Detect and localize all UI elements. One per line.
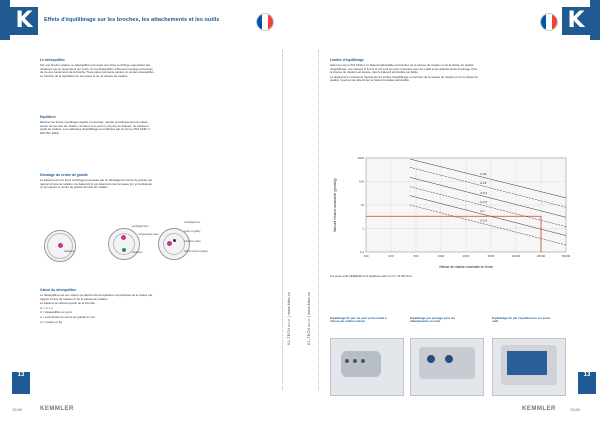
kemmler-logo: K — [10, 7, 38, 35]
section-heading-limites: Limites d'équilibrage — [330, 58, 364, 62]
x-tick-label: 500 — [413, 254, 419, 258]
y-tick-label: 1 — [362, 226, 364, 231]
diagram-label: center of gravity — [184, 231, 201, 233]
x-tick-label: 50000 — [561, 254, 571, 258]
diagram-label: centrifugal force — [132, 226, 149, 228]
column-divider — [282, 50, 283, 390]
side-url: KL-TECH s.r.o. | www.kltec.cz — [286, 291, 291, 345]
balancing-limit-chart — [328, 152, 574, 272]
photo-caption: Equilibrage par perçage pour les attachements en série — [410, 316, 455, 324]
y-axis-label: Balourd résiduel admissible (gmm/kg) — [333, 178, 337, 232]
x-axis-label: Vitesse de rotation maximale en tr/min — [438, 265, 494, 269]
balancing-machine-photo — [492, 338, 566, 396]
column-divider — [318, 50, 319, 390]
x-tick-label: 10000 — [511, 254, 521, 258]
x-tick-label: 100 — [363, 254, 369, 258]
header-strip — [590, 0, 600, 40]
diagram-label: shift of center of gravity — [184, 251, 208, 253]
chapter-number: 13 — [583, 372, 591, 378]
page-number: 13.60 — [570, 407, 581, 412]
brand-footer: KEMMLER — [40, 406, 74, 412]
series-label: G 1 — [480, 209, 485, 214]
series-label: G 6,3 — [480, 190, 488, 195]
section-text-equilibrer: Eliminer les forces centrifuges signifie compenser, répartir symétriquement la masse autour de son axe de rotation, de façon à ce qu'il n'y ait plus de balourd, ou réduire le poids de matière. Les méthodes d'équilibrage sont définies par la norme (ISO 1940-1 / DIN ISO 1940). — [40, 120, 151, 135]
section-text-limites: Selon la norme ISO 1940-1, le balourd admissible est fonction de la vitesse de rotation et de la classe de qualité d'équilibrage. Les classes G 6,3 et G 2,5 sont les plus courantes pour les outils et les attachements d'usinage. Plus la vitesse de rotation est élevée, plus le balourd admissible est faible. Le diagramme ci-dessous représente les limites d'équilibrage en fonction de la vitesse de rotation et de la classe de qualité. Il permet de déterminer le balourd résiduel admissible. — [330, 63, 478, 83]
imbalance-diagram-1 — [44, 230, 76, 262]
photo-caption: Equilibrage fin par vis pour porte-outils à vitesse de rotation élevée — [330, 316, 387, 324]
section-text-calcul: Le déséquilibre est une valeur qui dépend de la répartition asymétrique de la masse par rapport à l'axe de rotation et de la vitesse de rotation. Le balourd se calcule à partir de la formule : U = m × e U = déséquilibre en gmm e = excentricité du centre de gravité en μm m = masse en kg — [40, 293, 153, 324]
chapter-badge — [578, 372, 596, 394]
x-tick-label: 200 — [388, 254, 394, 258]
section-text-disequilibre: Sur une broche rotative, le déséquilibre provoque une force centrifuge engendrant des vibrations qui se répercutent sur l'outil. Un tel déséquilibre influence l'usinage et la durée de vie des roulements de la broche. Toute pièce tournante génère un certain déséquilibre en fonction de la répartition de sa masse et de sa vitesse de rotation. — [40, 63, 155, 78]
page-number: 13.59 — [12, 407, 23, 412]
y-tick-label: 100 — [358, 179, 364, 184]
right-page — [300, 0, 600, 424]
x-tick-label: 2000 — [462, 254, 470, 258]
x-tick-label: 1000 — [437, 254, 445, 258]
diagram-label: imbalance mass — [184, 241, 201, 243]
diagram-label: centrifugal force — [184, 222, 201, 224]
photo-caption: Equilibrage fin par l'équilibreuse sur porte-outil — [492, 316, 551, 324]
series-label: G 40 — [480, 172, 487, 177]
page-title: Effets d'équilibrage sur les broches, les attachements et les outils — [44, 17, 220, 23]
section-heading-decalage: Décalage du centre de gravité — [40, 173, 89, 177]
series-label: G 0,4 — [480, 218, 488, 223]
chart-caption: Les porte-outils KEMMLER sont équilibrés selon G 2,5 / 15 000 t/min. — [330, 275, 413, 278]
chapter-badge — [12, 372, 30, 394]
french-flag-icon — [540, 13, 558, 31]
series-label: G 2,5 — [480, 200, 488, 205]
side-url: KL-TECH s.r.o. | www.kltec.cz — [306, 291, 311, 345]
section-heading-equilibrer: Equilibrer — [40, 115, 56, 119]
diagram-label: imbalance — [64, 251, 75, 253]
tool-holder-screw-photo — [330, 338, 404, 396]
kemmler-logo: K — [562, 7, 590, 35]
y-tick-label: 0,1 — [359, 250, 364, 254]
x-tick-label: 5000 — [487, 254, 495, 258]
french-flag-icon — [256, 13, 274, 31]
header-strip — [0, 0, 10, 40]
diagram-label: imbalance — [132, 252, 143, 254]
section-heading-disequilibre: Le déséquilibre — [40, 58, 65, 62]
diagram-label: compensating mass — [138, 234, 159, 236]
section-text-decalage: Le balourd est une force centrifuge provoquée par un décalage du centre de gravité par rapport à l'axe de rotation. Ce balourd (U) est déterminé par la masse (m) et la distance (r) qui sépare le centre de gravité de l'axe de rotation. — [40, 178, 153, 190]
x-tick-label: 20000 — [536, 254, 546, 258]
section-heading-calcul: Calcul du déséquilibre — [40, 288, 77, 292]
brand-footer: KEMMLER — [522, 406, 556, 412]
tool-holder-drilling-photo — [410, 338, 484, 396]
series-label: G 16 — [480, 180, 487, 185]
imbalance-diagram-2 — [108, 228, 143, 260]
chapter-number: 13 — [17, 372, 25, 378]
y-tick-label: 10 — [360, 203, 364, 207]
y-tick-label: 1000 — [357, 156, 364, 160]
